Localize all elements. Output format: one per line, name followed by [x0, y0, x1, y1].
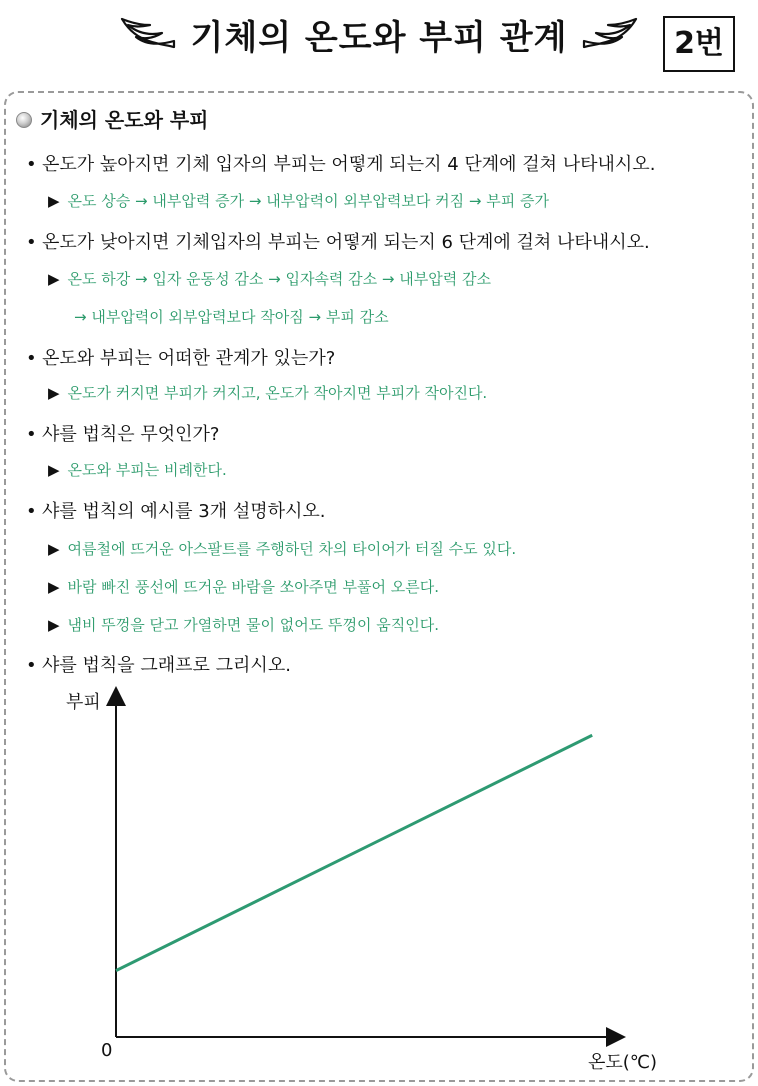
question-text: 온도가 높아지면 기체 입자의 부피는 어떻게 되는지 4 단계에 걸쳐 나타내시오.	[42, 154, 656, 175]
question-text: 온도와 부피는 어떠한 관계가 있는가?	[42, 348, 336, 369]
answer-text: 온도가 커지면 부피가 커지고, 온도가 작아지면 부피가 작아진다.	[67, 384, 488, 402]
answer-item	[48, 459, 227, 480]
answer-text: 여름철에 뜨거운 아스팔트를 주행하던 차의 타이어가 터질 수도 있다.	[67, 540, 517, 558]
question-item: • 온도가 낮아지면 기체입자의 부피는 어떻게 되는지 6 단계에 걸쳐 나타내시오.	[26, 232, 650, 253]
answer-item	[48, 268, 491, 289]
question-item: • 온도가 높아지면 기체 입자의 부피는 어떻게 되는지 4 단계에 걸쳐 나타내시오.	[26, 154, 656, 175]
answer-item	[48, 538, 516, 559]
answer-text: 온도 상승 → 내부압력 증가 → 내부압력이 외부압력보다 커짐 → 부피 증가	[67, 192, 549, 210]
header	[0, 0, 758, 82]
triangle-bullet-icon: ▶	[48, 540, 60, 558]
question-text: 샤를 법칙을 그래프로 그리시오.	[42, 655, 291, 676]
right-wing-icon	[582, 13, 640, 57]
x-axis-label: 온도(℃)	[588, 1052, 658, 1073]
answer-text: 바람 빠진 풍선에 뜨거운 바람을 쏘아주면 부풀어 오른다.	[67, 578, 439, 596]
triangle-bullet-icon: ▶	[48, 384, 60, 402]
question-text: 샤를 법칙의 예시를 3개 설명하시오.	[42, 501, 326, 522]
problem-number: 2번	[663, 16, 735, 72]
left-wing-icon	[118, 13, 176, 57]
answer-item	[48, 190, 549, 211]
answer-item	[48, 382, 487, 403]
circle-bullet-icon	[16, 112, 32, 128]
triangle-bullet-icon: ▶	[48, 616, 60, 634]
answer-text: 냄비 뚜껑을 닫고 가열하면 물이 없어도 뚜껑이 움직인다.	[67, 616, 439, 634]
answer-continuation: → 내부압력이 외부압력보다 작아짐 → 부피 감소	[74, 308, 389, 326]
section-heading	[16, 104, 209, 133]
section-title: 기체의 온도와 부피	[40, 108, 209, 132]
page-title	[0, 10, 758, 59]
question-item: • 샤를 법칙을 그래프로 그리시오.	[26, 655, 291, 676]
question-item: • 온도와 부피는 어떠한 관계가 있는가?	[26, 348, 336, 369]
origin-label: 0	[101, 1040, 113, 1061]
question-text: 샤를 법칙은 무엇인가?	[42, 424, 220, 445]
y-axis-label: 부피	[66, 692, 101, 713]
answer-text: 온도 하강 → 입자 운동성 감소 → 입자속력 감소 → 내부압력 감소	[67, 270, 491, 288]
question-item: • 샤를 법칙의 예시를 3개 설명하시오.	[26, 501, 326, 522]
question-item: • 샤를 법칙은 무엇인가?	[26, 424, 220, 445]
answer-item	[48, 576, 439, 597]
answer-text: 온도와 부피는 비례한다.	[67, 461, 227, 479]
triangle-bullet-icon: ▶	[48, 461, 60, 479]
triangle-bullet-icon: ▶	[48, 270, 60, 288]
question-text: 온도가 낮아지면 기체입자의 부피는 어떻게 되는지 6 단계에 걸쳐 나타내시오.	[42, 232, 650, 253]
answer-item	[48, 614, 439, 635]
title-text: 기체의 온도와 부피 관계	[190, 18, 568, 58]
triangle-bullet-icon: ▶	[48, 578, 60, 596]
triangle-bullet-icon: ▶	[48, 192, 60, 210]
